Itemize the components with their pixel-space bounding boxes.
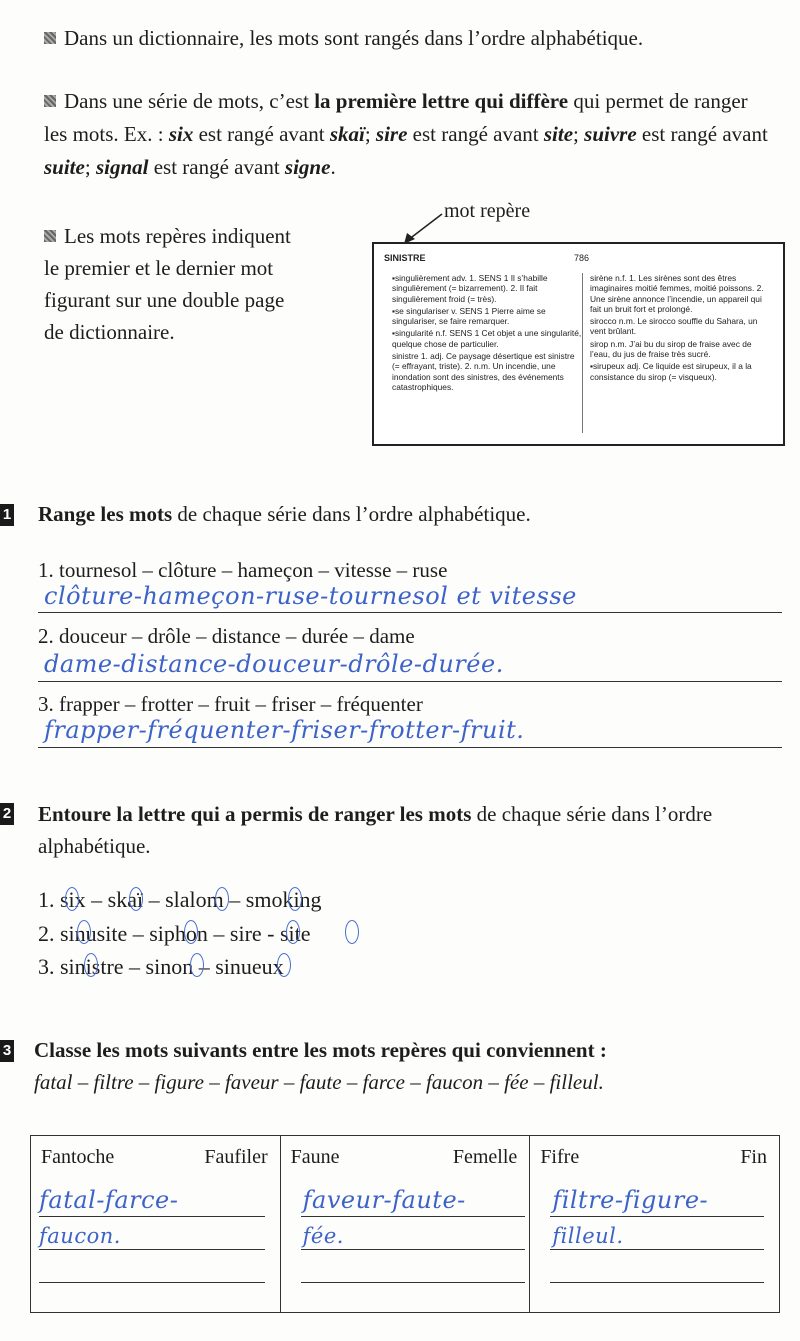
answer-line xyxy=(301,1216,525,1217)
handwritten-circle xyxy=(288,887,302,911)
answer-line xyxy=(39,1216,265,1217)
intro-paragraph-2: Dans une série de mots, c’est la première lettre qui diffère qui permet de ranger xyxy=(44,85,784,117)
dictionary-entry: sinistre 1. adj. Ce paysage désertique est sinistre (= effrayant, triste). 2. n.m. Un incendie, une inondation sont des sinistres, des événements catastrophiques. xyxy=(392,351,575,392)
handwritten-answer: clôture-hameçon-ruse-tournesol et vitesse xyxy=(44,582,577,610)
dictionary-entry: sirène n.f. 1. Les sirènes sont des êtres imaginaires moitié femmes, moitié poissons. 2. Une sirène annonce l’incendie, un appareil qui fait un bruit fort et prolongé. xyxy=(590,273,764,314)
table-column xyxy=(31,1136,281,1313)
dictionary-column-1 xyxy=(392,273,582,394)
guide-word-last: Femelle xyxy=(452,1146,518,1168)
handwritten-circle xyxy=(286,920,300,944)
intro-paragraph-1: Dans un dictionnaire, les mots sont rangés dans l’ordre alphabétique. xyxy=(44,22,643,54)
dictionary-column-2 xyxy=(590,273,770,384)
dictionary-entry: ▪se singulariser v. SENS 1 Pierre aime se singulariser, se faire remarquer. xyxy=(392,305,546,327)
handwritten-circle xyxy=(277,953,291,977)
exercise-2-title-line-2: alphabétique. xyxy=(38,834,151,858)
exercise-number-badge: 1 xyxy=(0,504,14,526)
exercise-1-title: Range les mots de chaque série dans l’ordre alphabétique. xyxy=(38,502,531,526)
handwritten-answer: faucon. xyxy=(39,1224,121,1248)
answer-line xyxy=(301,1249,525,1250)
handwritten-answer: faveur-faute- xyxy=(302,1186,466,1214)
exercise-1-prompt: 2. douceur – drôle – distance – durée – dame xyxy=(38,624,415,648)
exercise-3-word-list: fatal – filtre – figure – faveur – faute – farce – faucon – fée – filleul. xyxy=(34,1070,604,1094)
handwritten-circle xyxy=(84,953,98,977)
answer-line xyxy=(550,1282,764,1283)
handwritten-circle xyxy=(129,887,143,911)
dictionary-entry: sirop n.m. J’ai bu du sirop de fraise avec de l’eau, du jus de fraise très sucré. xyxy=(590,338,752,360)
exercise-1-prompt: 1. tournesol – clôture – hameçon – vitesse – ruse xyxy=(38,558,448,582)
dictionary-page-excerpt xyxy=(372,242,785,446)
handwritten-circle xyxy=(65,887,79,911)
handwritten-circle xyxy=(345,920,359,944)
handwritten-circle xyxy=(190,953,204,977)
handwritten-answer: filleul. xyxy=(552,1224,624,1248)
answer-line xyxy=(39,1249,265,1250)
square-bullet-icon xyxy=(44,95,56,107)
handwritten-answer: fatal-farce- xyxy=(39,1186,179,1214)
exercise-2-series: 2. sinusite – siphon – sire - site xyxy=(38,921,311,946)
answer-line xyxy=(38,681,782,682)
handwritten-answer: fée. xyxy=(302,1224,344,1248)
exercise-2-series: 3. sinistre – sinon – sinueux xyxy=(38,954,284,979)
exercise-number-badge: 3 xyxy=(0,1040,14,1062)
exercise-number-badge: 2 xyxy=(0,803,14,825)
dictionary-head-word: SINISTRE xyxy=(384,253,426,263)
intro-paragraph-2-line-3: suite; signal est rangé avant signe. xyxy=(44,155,336,179)
intro-paragraph-3: Les mots repères indiquent le premier et le dernier mot figurant sur une double page de dictionnaire. xyxy=(44,224,291,344)
dictionary-entry: ▪singularité n.f. SENS 1 Cet objet a une singularité, quelque chose de particulier. xyxy=(392,328,582,349)
handwritten-answer: dame-distance-douceur-drôle-durée. xyxy=(44,650,504,678)
classification-table xyxy=(30,1135,780,1313)
dictionary-entry: ▪sirupeux adj. Ce liquide est sirupeux, il a la consistance du sirop (= visqueux). xyxy=(590,361,752,382)
answer-line xyxy=(39,1282,265,1283)
square-bullet-icon xyxy=(44,32,56,44)
handwritten-answer: frapper-fréquenter-friser-frotter-fruit. xyxy=(44,716,525,744)
exercise-2-title: Entoure la lettre qui a permis de ranger les mots de chaque série dans l’ordre xyxy=(38,802,713,826)
dictionary-entry: ▪singulièrement adv. 1. SENS 1 Il s’habille singulièrement (= bizarrement). 2. Il fait singulièrement froid (= très). xyxy=(392,273,548,304)
dictionary-entry: sirocco n.m. Le sirocco souffle du Sahara, un vent brûlant. xyxy=(590,316,758,337)
answer-line xyxy=(301,1282,525,1283)
exercise-3-title: Classe les mots suivants entre les mots repères qui conviennent : xyxy=(34,1038,607,1062)
answer-line xyxy=(550,1249,764,1250)
guide-word-first: Fifre xyxy=(540,1146,580,1168)
answer-line xyxy=(550,1216,764,1217)
column-divider xyxy=(582,273,583,433)
exercise-1-prompt: 3. frapper – frotter – fruit – friser – fréquenter xyxy=(38,692,423,716)
guide-word-last: Fin xyxy=(740,1146,767,1168)
table-column xyxy=(280,1136,530,1313)
callout-label: mot repère xyxy=(444,200,531,222)
square-bullet-icon xyxy=(44,230,56,242)
guide-word-first: Faune xyxy=(290,1146,340,1168)
handwritten-answer: filtre-figure- xyxy=(552,1186,709,1214)
exercise-2-series: 1. six – skaï – slalom – smoking xyxy=(38,887,322,912)
handwritten-circle xyxy=(184,920,198,944)
handwritten-circle xyxy=(215,887,229,911)
guide-word-last: Faufiler xyxy=(204,1146,268,1168)
guide-word-first: Fantoche xyxy=(41,1146,115,1168)
intro-paragraph-2-line-2: les mots. Ex. : six est rangé avant skaï; sire est rangé avant site; suivre est rangé avant xyxy=(44,122,768,146)
handwritten-circle xyxy=(77,920,91,944)
table-column xyxy=(530,1136,780,1313)
dictionary-page-number: 786 xyxy=(574,253,590,263)
answer-line xyxy=(38,612,782,613)
answer-line xyxy=(38,747,782,748)
